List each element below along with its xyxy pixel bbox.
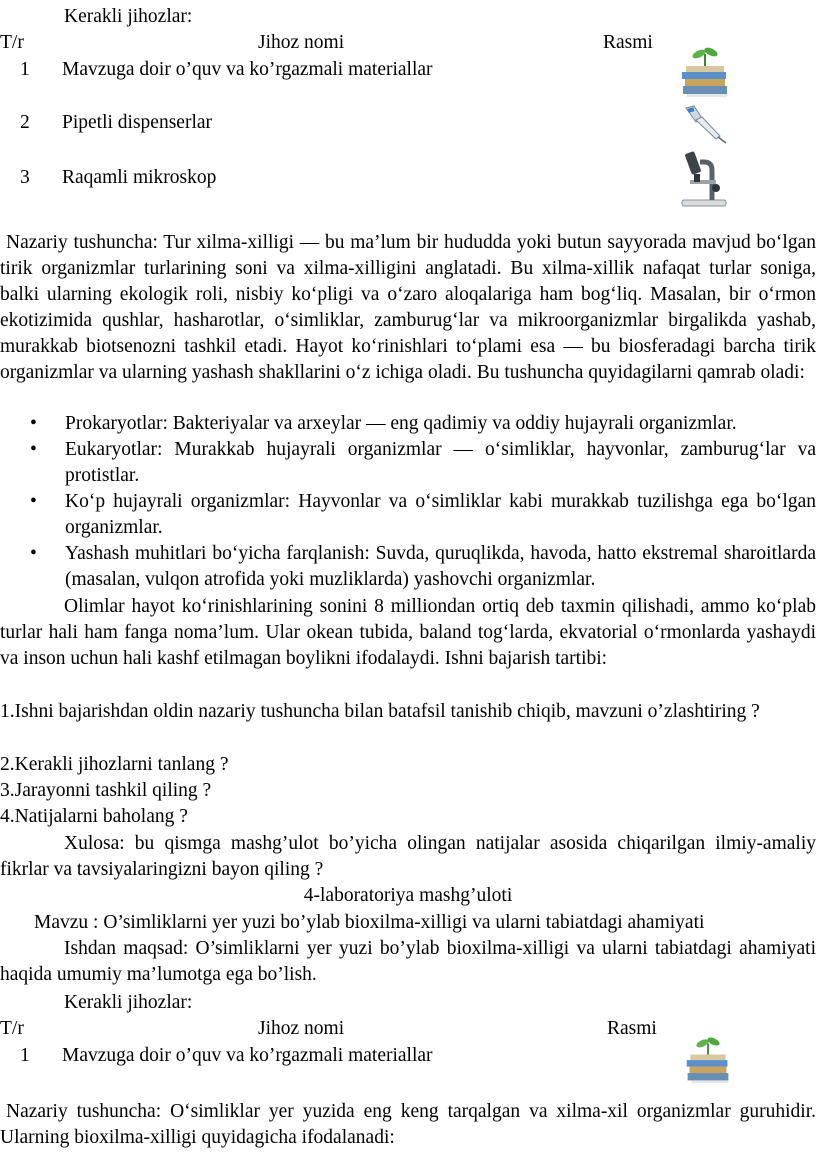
row-number: 1 [20, 1045, 30, 1066]
row-number: 2 [20, 112, 30, 133]
column-header-image: Rasmi [603, 32, 653, 53]
lab-goal: Ishdan maqsad: O’simliklarni yer yuzi bo’ylab bioxilma-xilligi va ularni tabiatdagi ahamiyati haqida umumiy ma’lumotga ega bo’lish. [0, 938, 816, 985]
step-item: 2.Kerakli jihozlarni tanlang ? [0, 754, 229, 775]
bullet-icon: • [30, 491, 37, 512]
row-name: Pipetli dispenserlar [62, 112, 213, 133]
pipette-icon [680, 104, 728, 144]
list-item [0, 541, 816, 593]
step-item: 4.Natijalarni baholang ? [0, 806, 188, 827]
step-item: 3.Jarayonni tashkil qiling ? [0, 780, 212, 801]
equipment-heading: Kerakli jihozlar: [64, 6, 193, 27]
closing-paragraph: Olimlar hayot ko‘rinishlarining sonini 8 milliondan ortiq deb taxmin qilishadi, ammo ko‘plab turlar hali ham fanga noma’lum. Ular okean tubida, baland tog‘larda, ekvatorial o‘rmonlarda yashaydi va inson uchun hali kashf etilmagan boylikni ifodalaydi. Ishni bajarish tartibi: [0, 596, 816, 669]
column-header-name: Jihoz nomi [258, 32, 345, 53]
theory-paragraph: Nazariy tushuncha: Tur xilma-xilligi — bu ma’lum bir hududda yoki butun sayyorada mavjud bo‘lgan tirik organizmlar turlarining soni va xilma-xilligini anglatadi. Bu xilma-xillik nafaqat turlar soniga, balki ularning ekologik roli, nisbiy ko‘pligi va o‘zaro aloqalariga ham bog‘liq. Masalan, bir o‘rmon ekotizimida qushlar, hasharotlar, o‘simliklar, zamburug‘lar va mikroorganizmlar birgalikda yashab, murakkab biotsenozni tashkil etadi. Hayot ko‘rinishlari to‘plami esa — bu biosferadagi barcha tirik organizmlar va ularning yashash shakllarini o‘z ichiga oladi. Bu tushuncha quyidagilarni qamrab oladi: [0, 232, 816, 383]
bullet-text: Yashash muhitlari bo‘yicha farqlanish: Suvda, quruqlikda, havoda, hatto ekstremal sharoitlarda (masalan, vulqon atrofida yoki muzliklarda) yashovchi organizmlar. [65, 543, 816, 590]
row-name: Raqamli mikroskop [62, 167, 217, 188]
bullet-text: Ko‘p hujayrali organizmlar: Hayvonlar va o‘simliklar kabi murakkab tuzilishga ega bo‘lgan organizmlar. [65, 491, 816, 538]
bullet-icon: • [30, 413, 37, 434]
books-plant-icon [677, 46, 733, 100]
bullet-text: Eukaryotlar: Murakkab hujayrali organizmlar — o‘simliklar, hayvonlar, zamburug‘lar va protistlar. [65, 439, 816, 486]
lab-title: 4-laboratoriya mashg’uloti [303, 885, 513, 906]
conclusion-paragraph: Xulosa: bu qismga mashg’ulot bo’yicha olingan natijalar asosida chiqarilgan ilmiy-amaliy fikrlar va tavsiyalaringizni bayon qiling ? [0, 833, 816, 880]
column-header-number: T/r [0, 1018, 24, 1039]
bullet-text: Prokaryotlar: Bakteriyalar va arxeylar — eng qadimiy va oddiy hujayrali organizmlar. [65, 413, 737, 434]
column-header-number: T/r [0, 32, 24, 53]
step-item: 1.Ishni bajarishdan oldin nazariy tushuncha bilan batafsil tanishib chiqib, mavzuni o’zlashtiring ? [0, 701, 760, 722]
row-name: Mavzuga doir o’quv va ko’rgazmali materiallar [62, 59, 433, 80]
column-header-name: Jihoz nomi [258, 1018, 345, 1039]
row-number: 3 [20, 167, 30, 188]
list-item [0, 489, 816, 541]
row-name: Mavzuga doir o’quv va ko’rgazmali materiallar [62, 1045, 433, 1066]
list-item [0, 411, 816, 437]
row-number: 1 [20, 59, 30, 80]
lab-topic: Mavzu : O’simliklarni yer yuzi bo’ylab bioxilma-xilligi va ularni tabiatdagi ahamiyati [34, 912, 705, 933]
list-item [0, 437, 816, 489]
theory-paragraph: Nazariy tushuncha: O‘simliklar yer yuzida eng keng tarqalgan va xilma-xil organizmlar guruhidir. Ularning bioxilma-xilligi quyidagicha ifodalanadi: [0, 1101, 816, 1148]
bullet-icon: • [30, 439, 37, 460]
bullet-icon: • [30, 543, 37, 564]
equipment-heading: Kerakli jihozlar: [64, 992, 193, 1013]
books-plant-icon [680, 1036, 736, 1086]
column-header-image: Rasmi [607, 1018, 657, 1039]
microscope-icon [674, 150, 732, 208]
